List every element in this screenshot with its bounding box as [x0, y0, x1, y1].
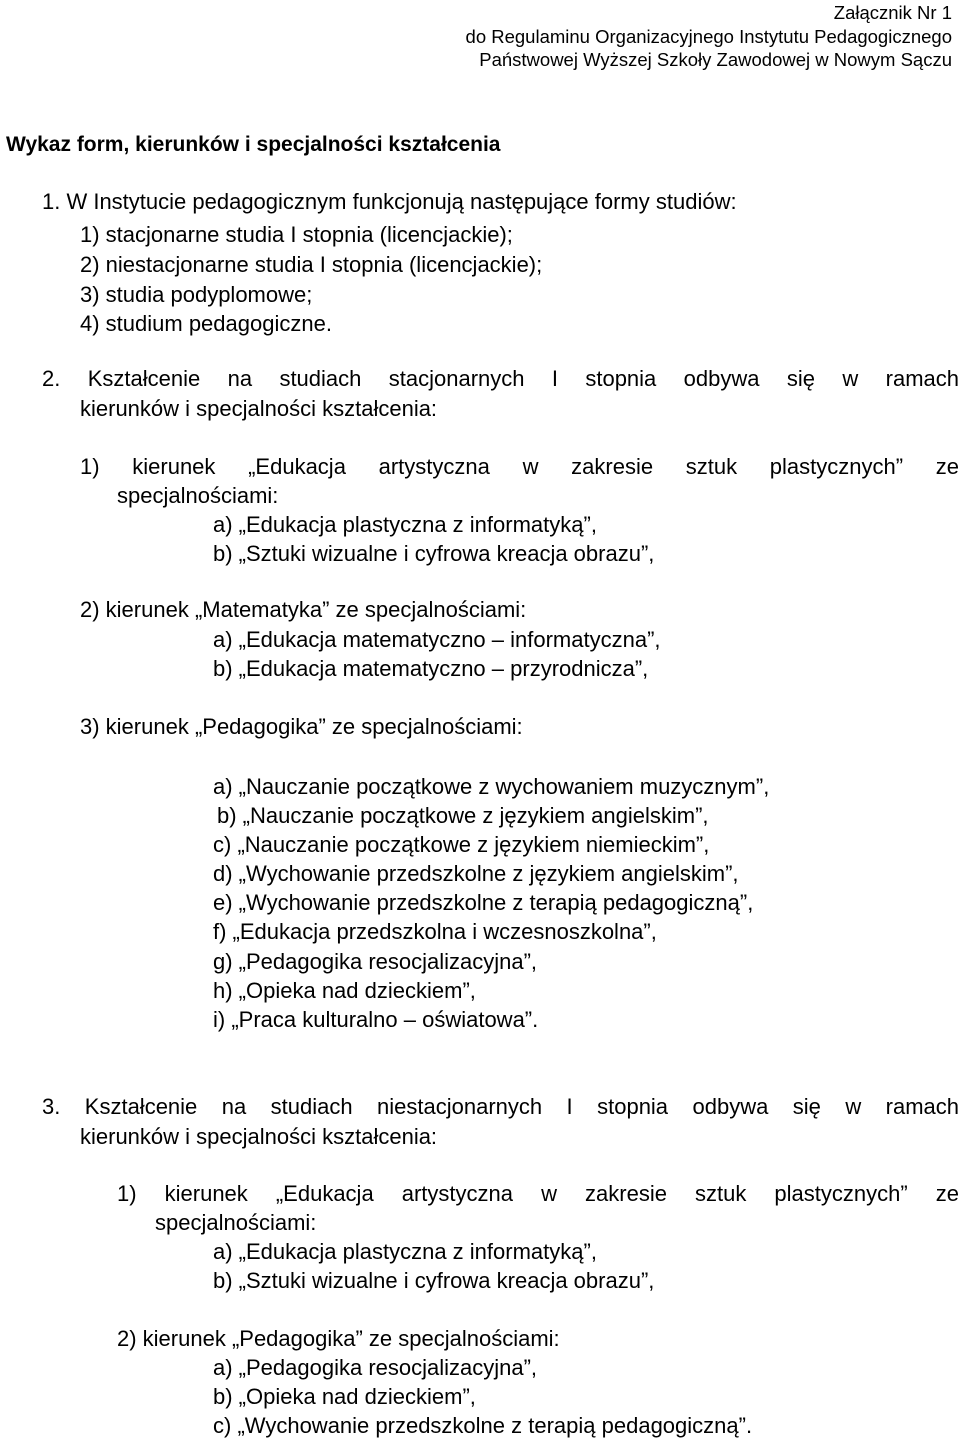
- section-2-k3-item: c) „Nauczanie początkowe z językiem niemieckim”,: [213, 832, 710, 857]
- section-2-k3-item: h) „Opieka nad dzieckiem”,: [213, 978, 476, 1003]
- section-2-kierunek-3: 3) kierunek „Pedagogika” ze specjalnościami:: [80, 714, 523, 739]
- section-2-kierunek-1-cont: specjalnościami:: [117, 483, 279, 508]
- document-title: Wykaz form, kierunków i specjalności kształcenia: [6, 133, 501, 156]
- section-2-k3-item: d) „Wychowanie przedszkolne z językiem angielskim”,: [213, 861, 739, 886]
- section-1-lead: 1. W Instytucie pedagogicznym funkcjonują następujące formy studiów:: [42, 189, 737, 214]
- section-3-k1-item: a) „Edukacja plastyczna z informatyką”,: [213, 1239, 597, 1264]
- section-2-k3-item: e) „Wychowanie przedszkolne z terapią pedagogiczną”,: [213, 890, 754, 915]
- section-3-k2-item: a) „Pedagogika resocjalizacyjna”,: [213, 1355, 538, 1380]
- section-2-k3-item: g) „Pedagogika resocjalizacyjna”,: [213, 949, 538, 974]
- section-3-k1-item: b) „Sztuki wizualne i cyfrowa kreacja obrazu”,: [213, 1268, 655, 1293]
- section-2-k2-item: b) „Edukacja matematyczno – przyrodnicza”,: [213, 656, 649, 681]
- section-2-k3-item: f) „Edukacja przedszkolna i wczesnoszkolna”,: [213, 919, 657, 944]
- section-3-lead-cont: kierunków i specjalności kształcenia:: [80, 1124, 438, 1149]
- section-1-item: 1) stacjonarne studia I stopnia (licencjackie);: [80, 222, 513, 247]
- section-2-k2-item: a) „Edukacja matematyczno – informatyczna”,: [213, 627, 661, 652]
- section-2-k3-item: a) „Nauczanie początkowe z wychowaniem muzycznym”,: [213, 774, 770, 799]
- section-1-item: 4) studium pedagogiczne.: [80, 311, 332, 336]
- section-2-kierunek-1: 1) kierunek „Edukacja artystyczna w zakresie sztuk plastycznych” ze: [80, 454, 959, 479]
- section-3-kierunek-1: 1) kierunek „Edukacja artystyczna w zakresie sztuk plastycznych” ze: [117, 1181, 959, 1206]
- section-2-lead: 2. Kształcenie na studiach stacjonarnych I stopnia odbywa się w ramach: [42, 366, 959, 391]
- section-2-k1-item: b) „Sztuki wizualne i cyfrowa kreacja obrazu”,: [213, 541, 655, 566]
- section-2-lead-cont: kierunków i specjalności kształcenia:: [80, 396, 438, 421]
- section-3-k2-item: c) „Wychowanie przedszkolne z terapią pedagogiczną”.: [213, 1413, 753, 1438]
- section-2-kierunek-2: 2) kierunek „Matematyka” ze specjalnościami:: [80, 597, 527, 622]
- section-3-k2-item: b) „Opieka nad dzieckiem”,: [213, 1384, 476, 1409]
- section-1-item: 3) studia podyplomowe;: [80, 282, 313, 307]
- section-3-lead: 3. Kształcenie na studiach niestacjonarnych I stopnia odbywa się w ramach: [42, 1094, 959, 1119]
- section-2-k3-item: b) „Nauczanie początkowe z językiem angielskim”,: [217, 803, 709, 828]
- section-3-kierunek-2: 2) kierunek „Pedagogika” ze specjalnościami:: [117, 1326, 560, 1351]
- header-line-2: do Regulaminu Organizacyjnego Instytutu Pedagogicznego: [465, 26, 952, 47]
- header-line-3: Państwowej Wyższej Szkoły Zawodowej w Nowym Sączu: [479, 49, 952, 70]
- section-1-item: 2) niestacjonarne studia I stopnia (licencjackie);: [80, 252, 543, 277]
- section-2-k3-item: i) „Praca kulturalno – oświatowa”.: [213, 1007, 539, 1032]
- header-line-1: Załącznik Nr 1: [833, 2, 952, 23]
- section-2-k1-item: a) „Edukacja plastyczna z informatyką”,: [213, 512, 597, 537]
- section-3-kierunek-1-cont: specjalnościami:: [155, 1210, 317, 1235]
